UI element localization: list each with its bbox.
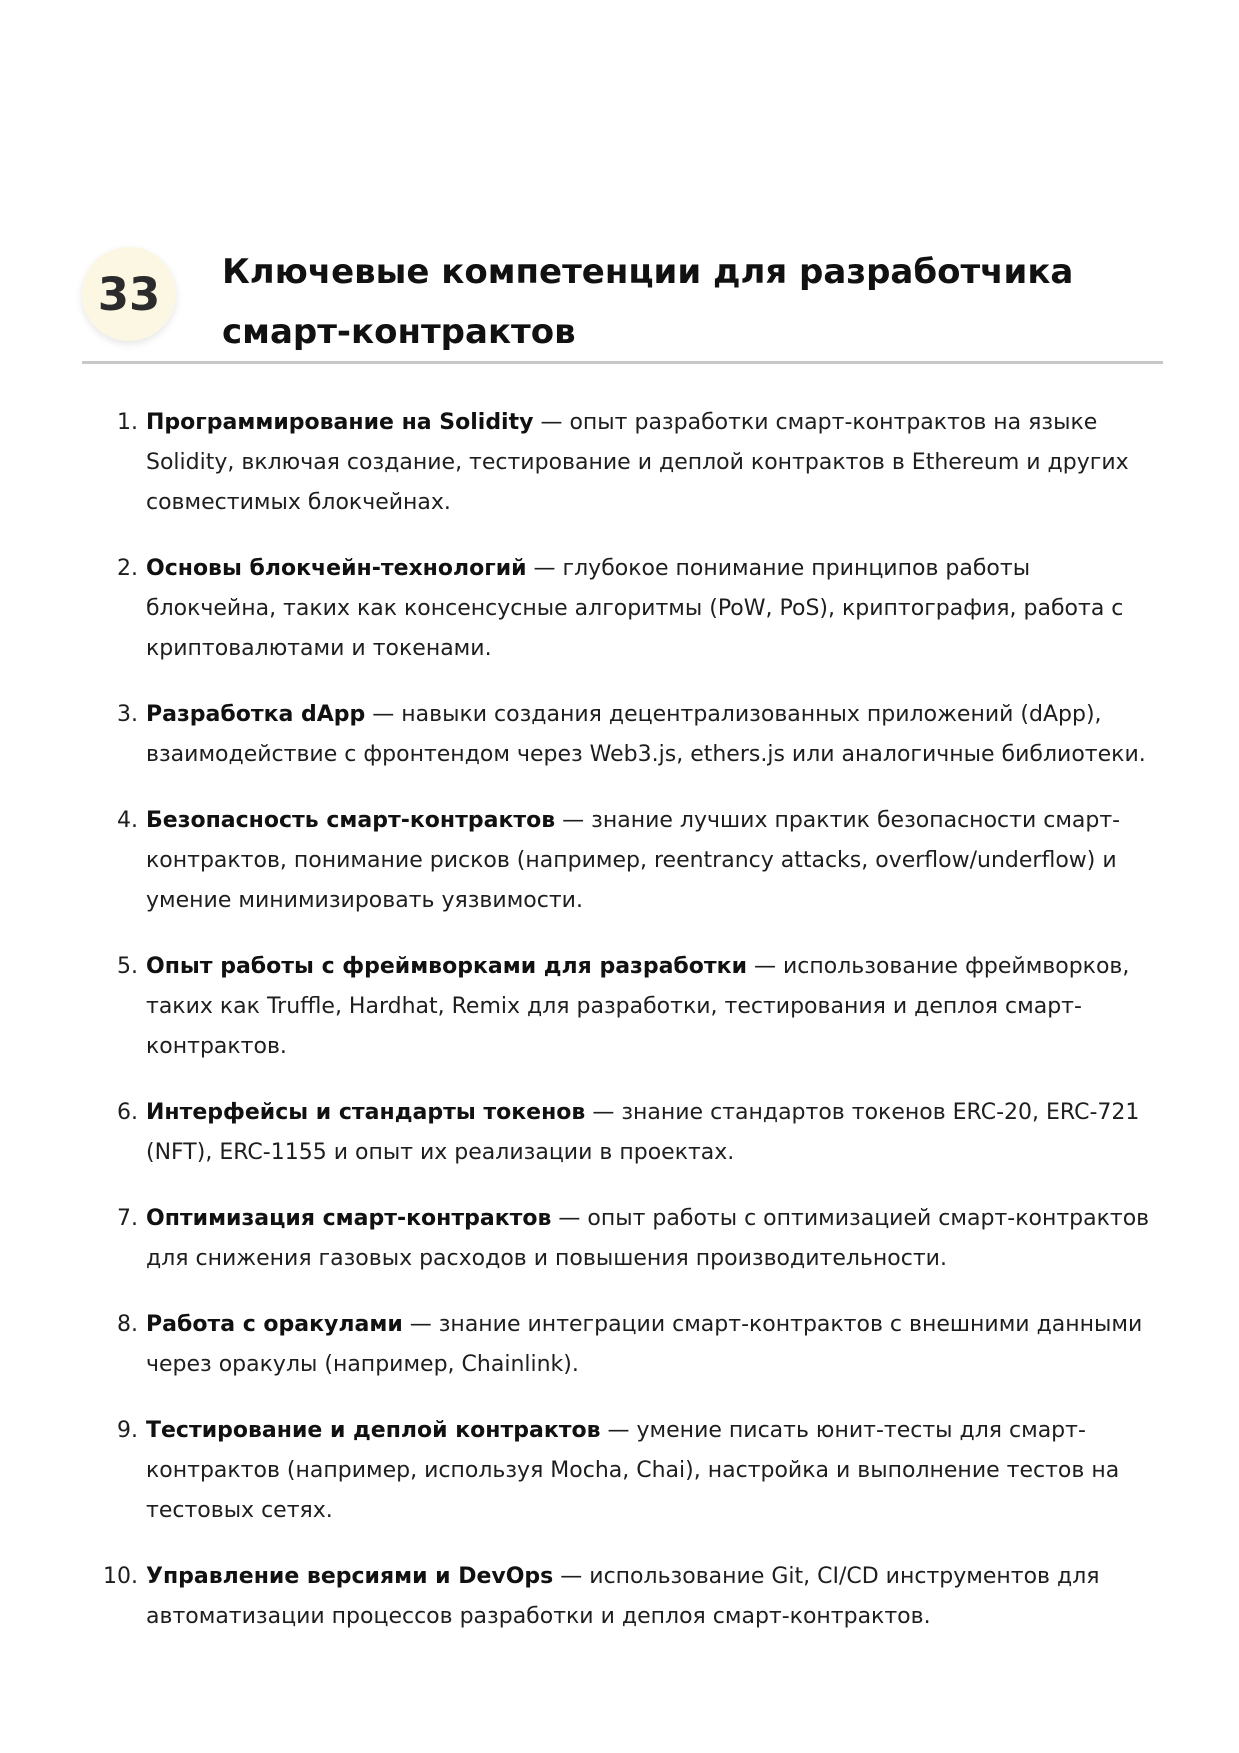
item-number: 1.: [117, 410, 138, 435]
list-item: [90, 1199, 1150, 1279]
list-item: [90, 801, 1150, 921]
item-description: — умение писать юнит-тесты для смарт-контрактов (например, используя Mocha, Chai), настройка и выполнение тестов на тестовых сетях.: [146, 1418, 1120, 1523]
item-number: 6.: [117, 1100, 138, 1125]
item-description: — знание лучших практик безопасности смарт-контрактов, понимание рисков (например, reentrancy attacks, overflow/underflow) и умение минимизировать уязвимости.: [146, 808, 1121, 913]
item-number: 7.: [117, 1206, 138, 1231]
section-title: Ключевые компетенции для разработчика смарт-контрактов: [222, 252, 1074, 352]
item-number: 2.: [117, 556, 138, 581]
item-term: Опыт работы с фреймворками для разработки: [146, 954, 748, 979]
item-number: 8.: [117, 1312, 138, 1337]
item-term: Интерфейсы и стандарты токенов: [146, 1100, 586, 1125]
item-number: 3.: [117, 702, 138, 727]
item-description: — использование фреймворков, таких как Truffle, Hardhat, Remix для разработки, тестирования и деплоя смарт-контрактов.: [146, 954, 1130, 1059]
item-number: 10.: [103, 1564, 138, 1589]
item-number: 5.: [117, 954, 138, 979]
list-item: [90, 1557, 1150, 1637]
item-term: Оптимизация смарт-контрактов: [146, 1206, 552, 1231]
section-header: [82, 230, 1163, 364]
item-description: — знание стандартов токенов ERC-20, ERC-721 (NFT), ERC-1155 и опыт их реализации в проектах.: [146, 1100, 1140, 1165]
list-item: [90, 1305, 1150, 1385]
list-item: [90, 1411, 1150, 1531]
item-description: — опыт разработки смарт-контрактов на языке Solidity, включая создание, тестирование и деплой контрактов в Ethereum и других совместимых блокчейнах.: [146, 410, 1129, 515]
list-item: [90, 549, 1150, 669]
competency-list: [90, 403, 1150, 1663]
item-term: Основы блокчейн-технологий: [146, 556, 527, 581]
item-description: — знание интеграции смарт-контрактов с внешними данными через оракулы (например, Chainlink).: [146, 1312, 1143, 1377]
item-term: Управление версиями и DevOps: [146, 1564, 554, 1589]
item-term: Программирование на Solidity: [146, 410, 534, 435]
item-description: — использование Git, CI/CD инструментов для автоматизации процессов разработки и деплоя смарт-контрактов.: [146, 1564, 1100, 1629]
item-description: — опыт работы с оптимизацией смарт-контрактов для снижения газовых расходов и повышения производительности.: [146, 1206, 1150, 1271]
item-term: Работа с оракулами: [146, 1312, 403, 1337]
item-term: Разработка dApp: [146, 702, 366, 727]
list-item: [90, 1093, 1150, 1173]
list-item: [90, 695, 1150, 775]
item-description: — глубокое понимание принципов работы блокчейна, таких как консенсусные алгоритмы (PoW, PoS), криптография, работа с криптовалютами и токенами.: [146, 556, 1124, 661]
item-number: 9.: [117, 1418, 138, 1443]
item-number: 4.: [117, 808, 138, 833]
item-term: Безопасность смарт-контрактов: [146, 808, 556, 833]
item-term: Тестирование и деплой контрактов: [146, 1418, 601, 1443]
section-number-badge: 33: [82, 247, 176, 341]
item-description: — навыки создания децентрализованных приложений (dApp), взаимодействие с фронтендом через Web3.js, ethers.js или аналогичные библиотеки.: [146, 702, 1146, 767]
list-item: [90, 403, 1150, 523]
list-item: [90, 947, 1150, 1067]
